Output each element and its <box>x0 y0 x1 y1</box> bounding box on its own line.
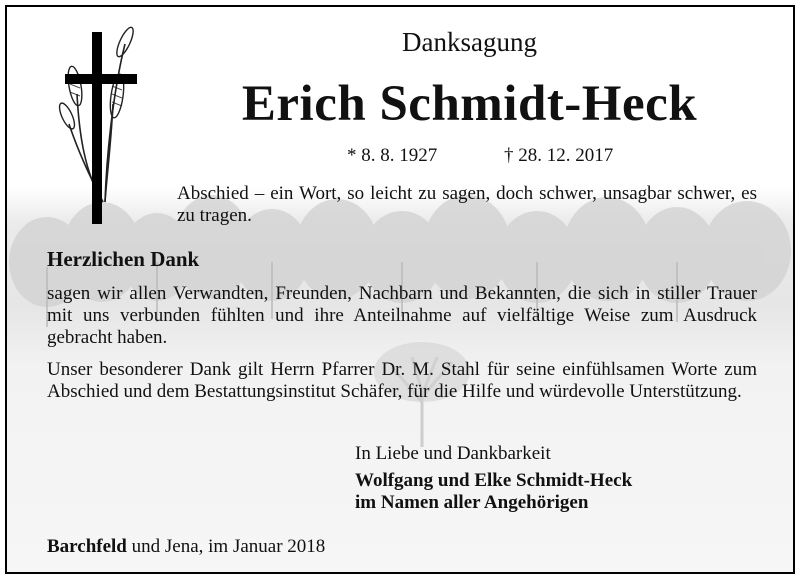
place-date: und Jena, im Januar 2018 <box>126 536 326 557</box>
farewell-quote: Abschied – ein Wort, so leicht zu sagen, doch schwer, unsagbar schwer, es zu tragen. <box>177 183 757 226</box>
notice-title: Danksagung <box>402 27 537 57</box>
thanks-paragraph-1: sagen wir allen Verwandten, Freunden, Nachbarn und Bekannten, die sich in stiller Trauer mit uns verbunden fühlten und ihre Anteilnahme auf vielfältige Weise zum Ausdruck gebracht haben. <box>47 283 757 348</box>
thanks-heading: Herzlichen Dank <box>47 247 200 271</box>
signature-line-1: Wolfgang und Elke Schmidt-Heck <box>355 470 633 491</box>
deceased-name: Erich Schmidt-Heck <box>241 76 698 132</box>
birth-date: * 8. 8. 1927 <box>347 145 438 166</box>
death-date: † 28. 12. 2017 <box>504 145 614 166</box>
thanks-paragraph-2: Unser besonderer Dank gilt Herrn Pfarrer Dr. M. Stahl für seine einfühlsamen Worte zum Abschied und dem Bestattungsinstitut Schäfer, für die Hilfe und würdevolle Unterstützung. <box>47 359 757 402</box>
place-and-date <box>47 536 325 558</box>
place-name: Barchfeld <box>47 536 127 557</box>
closing-greeting: In Liebe und Dankbarkeit <box>355 443 551 464</box>
signature-line-2: im Namen aller Angehörigen <box>355 492 589 513</box>
obituary-notice <box>5 5 795 574</box>
